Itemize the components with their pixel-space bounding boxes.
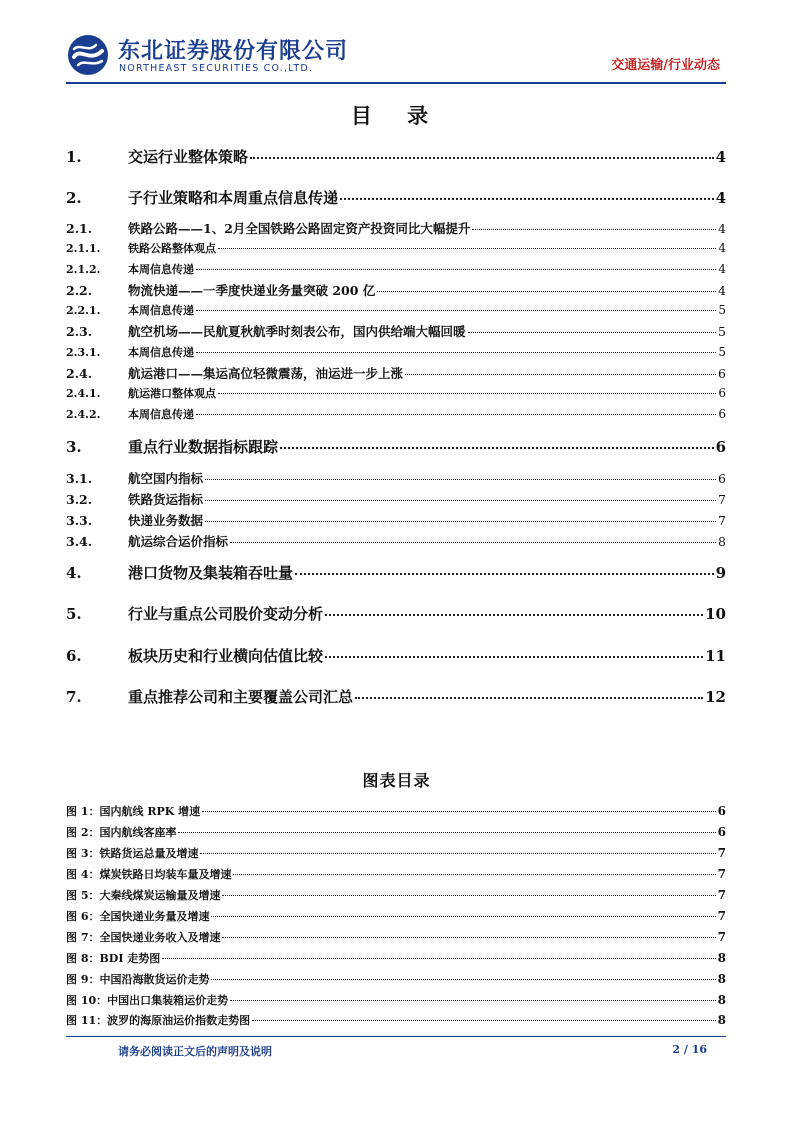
toc-entry-number: 1. (66, 148, 82, 166)
toc-entry[interactable] (66, 562, 726, 590)
toc-entry-title: 行业与重点公司股价变动分析 (128, 605, 324, 623)
toc-entry-title: 快递业务数据 (128, 513, 204, 528)
dot-leader (205, 479, 716, 480)
toc-entry[interactable] (66, 240, 726, 258)
toc-entry-title: 板块历史和行业横向估值比较 (128, 647, 324, 665)
toc-entry-number: 5. (66, 605, 82, 623)
dot-leader (280, 447, 714, 449)
figure-entry-page: 8 (717, 972, 726, 986)
dot-leader (196, 414, 716, 415)
toc-entry-number: 2.4.2. (66, 408, 101, 421)
dot-leader (196, 269, 716, 270)
toc-entry-page: 5 (718, 324, 726, 339)
page-indicator: 2 / 16 (672, 1043, 707, 1056)
company-logo-icon (66, 33, 110, 77)
figure-entry[interactable] (66, 992, 726, 1010)
figure-entry[interactable] (66, 887, 726, 905)
toc-entry[interactable] (66, 436, 726, 464)
figure-entry-title: 图 1：国内航线 RPK 增速 (66, 805, 201, 818)
toc-entry[interactable] (66, 281, 726, 301)
dot-leader (211, 916, 715, 917)
dot-leader (200, 853, 715, 854)
figure-entry-page: 7 (717, 846, 726, 860)
figure-entry-title: 图 8：BDI 走势图 (66, 952, 161, 965)
toc-entry-number: 2.3.1. (66, 346, 101, 359)
dot-leader (472, 229, 716, 230)
dot-leader (468, 332, 717, 333)
page-header (66, 30, 726, 86)
toc-entry-number: 3.4. (66, 534, 93, 549)
dot-leader (222, 937, 715, 938)
toc-entry-title: 本周信息传递 (128, 408, 194, 421)
toc-entry[interactable] (66, 261, 726, 279)
toc-entry-title: 铁路货运指标 (128, 492, 204, 507)
figure-entry-title: 图 5：大秦线煤炭运输量及增速 (66, 889, 221, 902)
company-name-cn: 东北证券股份有限公司 (118, 39, 349, 64)
figure-entry[interactable] (66, 1012, 726, 1030)
toc-entry-title: 航运港口整体观点 (128, 387, 216, 400)
toc-entry-number: 2.1. (66, 221, 93, 236)
figure-entry-title: 图 11：波罗的海原油运价指数走势图 (66, 1014, 251, 1027)
toc-entry-page: 10 (705, 605, 726, 623)
dot-leader (250, 157, 714, 159)
dot-leader (196, 352, 716, 353)
toc-entry-number: 2.4. (66, 366, 93, 381)
dot-leader (405, 374, 716, 375)
toc-entry[interactable] (66, 302, 726, 320)
figure-entry-page: 8 (717, 1013, 726, 1027)
figure-entry-title: 图 7：全国快递业务收入及增速 (66, 931, 221, 944)
figure-entry[interactable] (66, 908, 726, 926)
dot-leader (196, 310, 716, 311)
toc-entry-number: 4. (66, 564, 82, 582)
toc-entry-page: 6 (715, 438, 726, 456)
dot-leader (230, 1000, 716, 1001)
toc-entry[interactable] (66, 645, 726, 673)
figure-entry[interactable] (66, 866, 726, 884)
dot-leader (252, 1020, 716, 1021)
footer-divider (66, 1036, 726, 1037)
toc-entry-number: 2.1.1. (66, 242, 101, 255)
toc-entry-page: 6 (718, 471, 726, 486)
company-name-en: NORTHEAST SECURITIES CO.,LTD. (119, 63, 314, 74)
toc-entry-page: 11 (705, 647, 726, 665)
toc-entry[interactable] (66, 603, 726, 631)
header-divider (66, 82, 726, 84)
dot-leader (162, 958, 715, 959)
footer-disclaimer: 请务必阅读正文后的声明及说明 (118, 1045, 272, 1058)
toc-entry-page: 4 (718, 283, 726, 298)
dot-leader (218, 393, 716, 394)
toc-entry[interactable] (66, 146, 726, 174)
figure-entry-page: 7 (717, 909, 726, 923)
toc-entry-page: 4 (715, 189, 726, 207)
toc-entry-number: 3.1. (66, 471, 93, 486)
toc-entry-page: 7 (718, 492, 726, 507)
figure-entry-page: 7 (717, 867, 726, 881)
figure-entry[interactable] (66, 929, 726, 947)
toc-entry-page: 8 (718, 534, 726, 549)
dot-leader (230, 542, 716, 543)
toc-entry-page: 4 (718, 241, 726, 255)
dot-leader (355, 697, 703, 699)
toc-entry-number: 2. (66, 189, 82, 207)
toc-entry[interactable] (66, 364, 726, 384)
figure-entry-page: 8 (717, 993, 726, 1007)
figure-entry[interactable] (66, 971, 726, 989)
toc-entry-title: 本周信息传递 (128, 263, 194, 276)
dot-leader (218, 248, 716, 249)
figure-entry[interactable] (66, 950, 726, 968)
toc-entry[interactable] (66, 219, 726, 239)
figure-list-title: 图表目录 (362, 771, 431, 790)
figure-entry-title: 图 6：全国快递业务量及增速 (66, 910, 210, 923)
figure-entry-page: 6 (717, 825, 726, 839)
figure-entry[interactable] (66, 824, 726, 842)
toc-entry-title: 港口货物及集装箱吞吐量 (128, 564, 294, 582)
toc-entry-title: 本周信息传递 (128, 304, 194, 317)
toc-entry[interactable] (66, 385, 726, 403)
dot-leader (377, 291, 716, 292)
toc-entry-page: 4 (718, 221, 726, 236)
toc-entry[interactable] (66, 187, 726, 215)
toc-entry-page: 7 (718, 513, 726, 528)
figure-entry-title: 图 10：中国出口集装箱运价走势 (66, 994, 229, 1007)
toc-entry-title: 重点推荐公司和主要覆盖公司汇总 (128, 688, 354, 706)
toc-entry[interactable] (66, 686, 726, 714)
figure-entry-title: 图 4：煤炭铁路日均装车量及增速 (66, 868, 232, 881)
toc-entry-number: 2.3. (66, 324, 93, 339)
dot-leader (205, 500, 716, 501)
toc-entry-number: 3.2. (66, 492, 93, 507)
dot-leader (222, 895, 715, 896)
figure-entry-title: 图 3：铁路货运总量及增速 (66, 847, 199, 860)
dot-leader (202, 811, 716, 812)
toc-entry-number: 3.3. (66, 513, 93, 528)
figure-entry-page: 6 (717, 804, 726, 818)
toc-entry-title: 铁路公路——1、2月全国铁路公路固定资产投资同比大幅提升 (128, 221, 471, 236)
dot-leader (340, 198, 714, 200)
toc-entry-title: 铁路公路整体观点 (128, 242, 216, 255)
toc-entry-page: 9 (715, 564, 726, 582)
toc-entry-title: 重点行业数据指标跟踪 (128, 438, 279, 456)
toc-title: 目 录 (350, 103, 443, 128)
toc-entry-title: 航空机场——民航夏秋航季时刻表公布，国内供给端大幅回暖 (128, 324, 466, 339)
toc-entry[interactable] (66, 469, 726, 489)
toc-entry-title: 航运综合运价指标 (128, 534, 229, 549)
toc-entry-page: 4 (715, 148, 726, 166)
toc-entry-title: 本周信息传递 (128, 346, 194, 359)
figure-entry[interactable] (66, 845, 726, 863)
dot-leader (233, 874, 715, 875)
toc-entry-number: 3. (66, 438, 82, 456)
toc-entry-number: 2.2. (66, 283, 93, 298)
toc-entry-number: 2.1.2. (66, 263, 101, 276)
toc-entry-page: 5 (718, 345, 726, 359)
figure-entry-page: 7 (717, 888, 726, 902)
toc-entry-page: 6 (718, 407, 726, 421)
toc-entry-title: 子行业策略和本周重点信息传递 (128, 189, 339, 207)
toc-entry-page: 6 (718, 386, 726, 400)
toc-entry[interactable] (66, 406, 726, 424)
toc-entry[interactable] (66, 532, 726, 552)
toc-entry-number: 7. (66, 688, 82, 706)
toc-entry-title: 航空国内指标 (128, 471, 204, 486)
dot-leader (211, 979, 715, 980)
toc-entry-title: 交运行业整体策略 (128, 148, 249, 166)
toc-entry-number: 6. (66, 647, 82, 665)
toc-entry-title: 航运港口——集运高位轻微震荡，油运进一步上涨 (128, 366, 404, 381)
toc-entry-number: 2.2.1. (66, 304, 101, 317)
toc-entry-title: 物流快递——一季度快递业务量突破 200 亿 (128, 283, 376, 298)
toc-entry[interactable] (66, 344, 726, 362)
toc-entry-page: 5 (718, 303, 726, 317)
toc-entry-number: 2.4.1. (66, 387, 101, 400)
toc-entry[interactable] (66, 322, 726, 342)
dot-leader (178, 832, 715, 833)
figure-entry-page: 8 (717, 951, 726, 965)
dot-leader (295, 573, 714, 575)
toc-entry[interactable] (66, 490, 726, 510)
dot-leader (325, 656, 703, 658)
figure-entry-title: 图 9：中国沿海散货运价走势 (66, 973, 210, 986)
toc-entry-page: 6 (718, 366, 726, 381)
dot-leader (205, 521, 716, 522)
report-category-tag: 交通运输/行业动态 (611, 58, 720, 73)
figure-entry[interactable] (66, 803, 726, 821)
toc-entry[interactable] (66, 511, 726, 531)
dot-leader (325, 614, 703, 616)
toc-entry-page: 12 (705, 688, 726, 706)
figure-entry-title: 图 2：国内航线客座率 (66, 826, 177, 839)
figure-entry-page: 7 (717, 930, 726, 944)
toc-entry-page: 4 (718, 262, 726, 276)
